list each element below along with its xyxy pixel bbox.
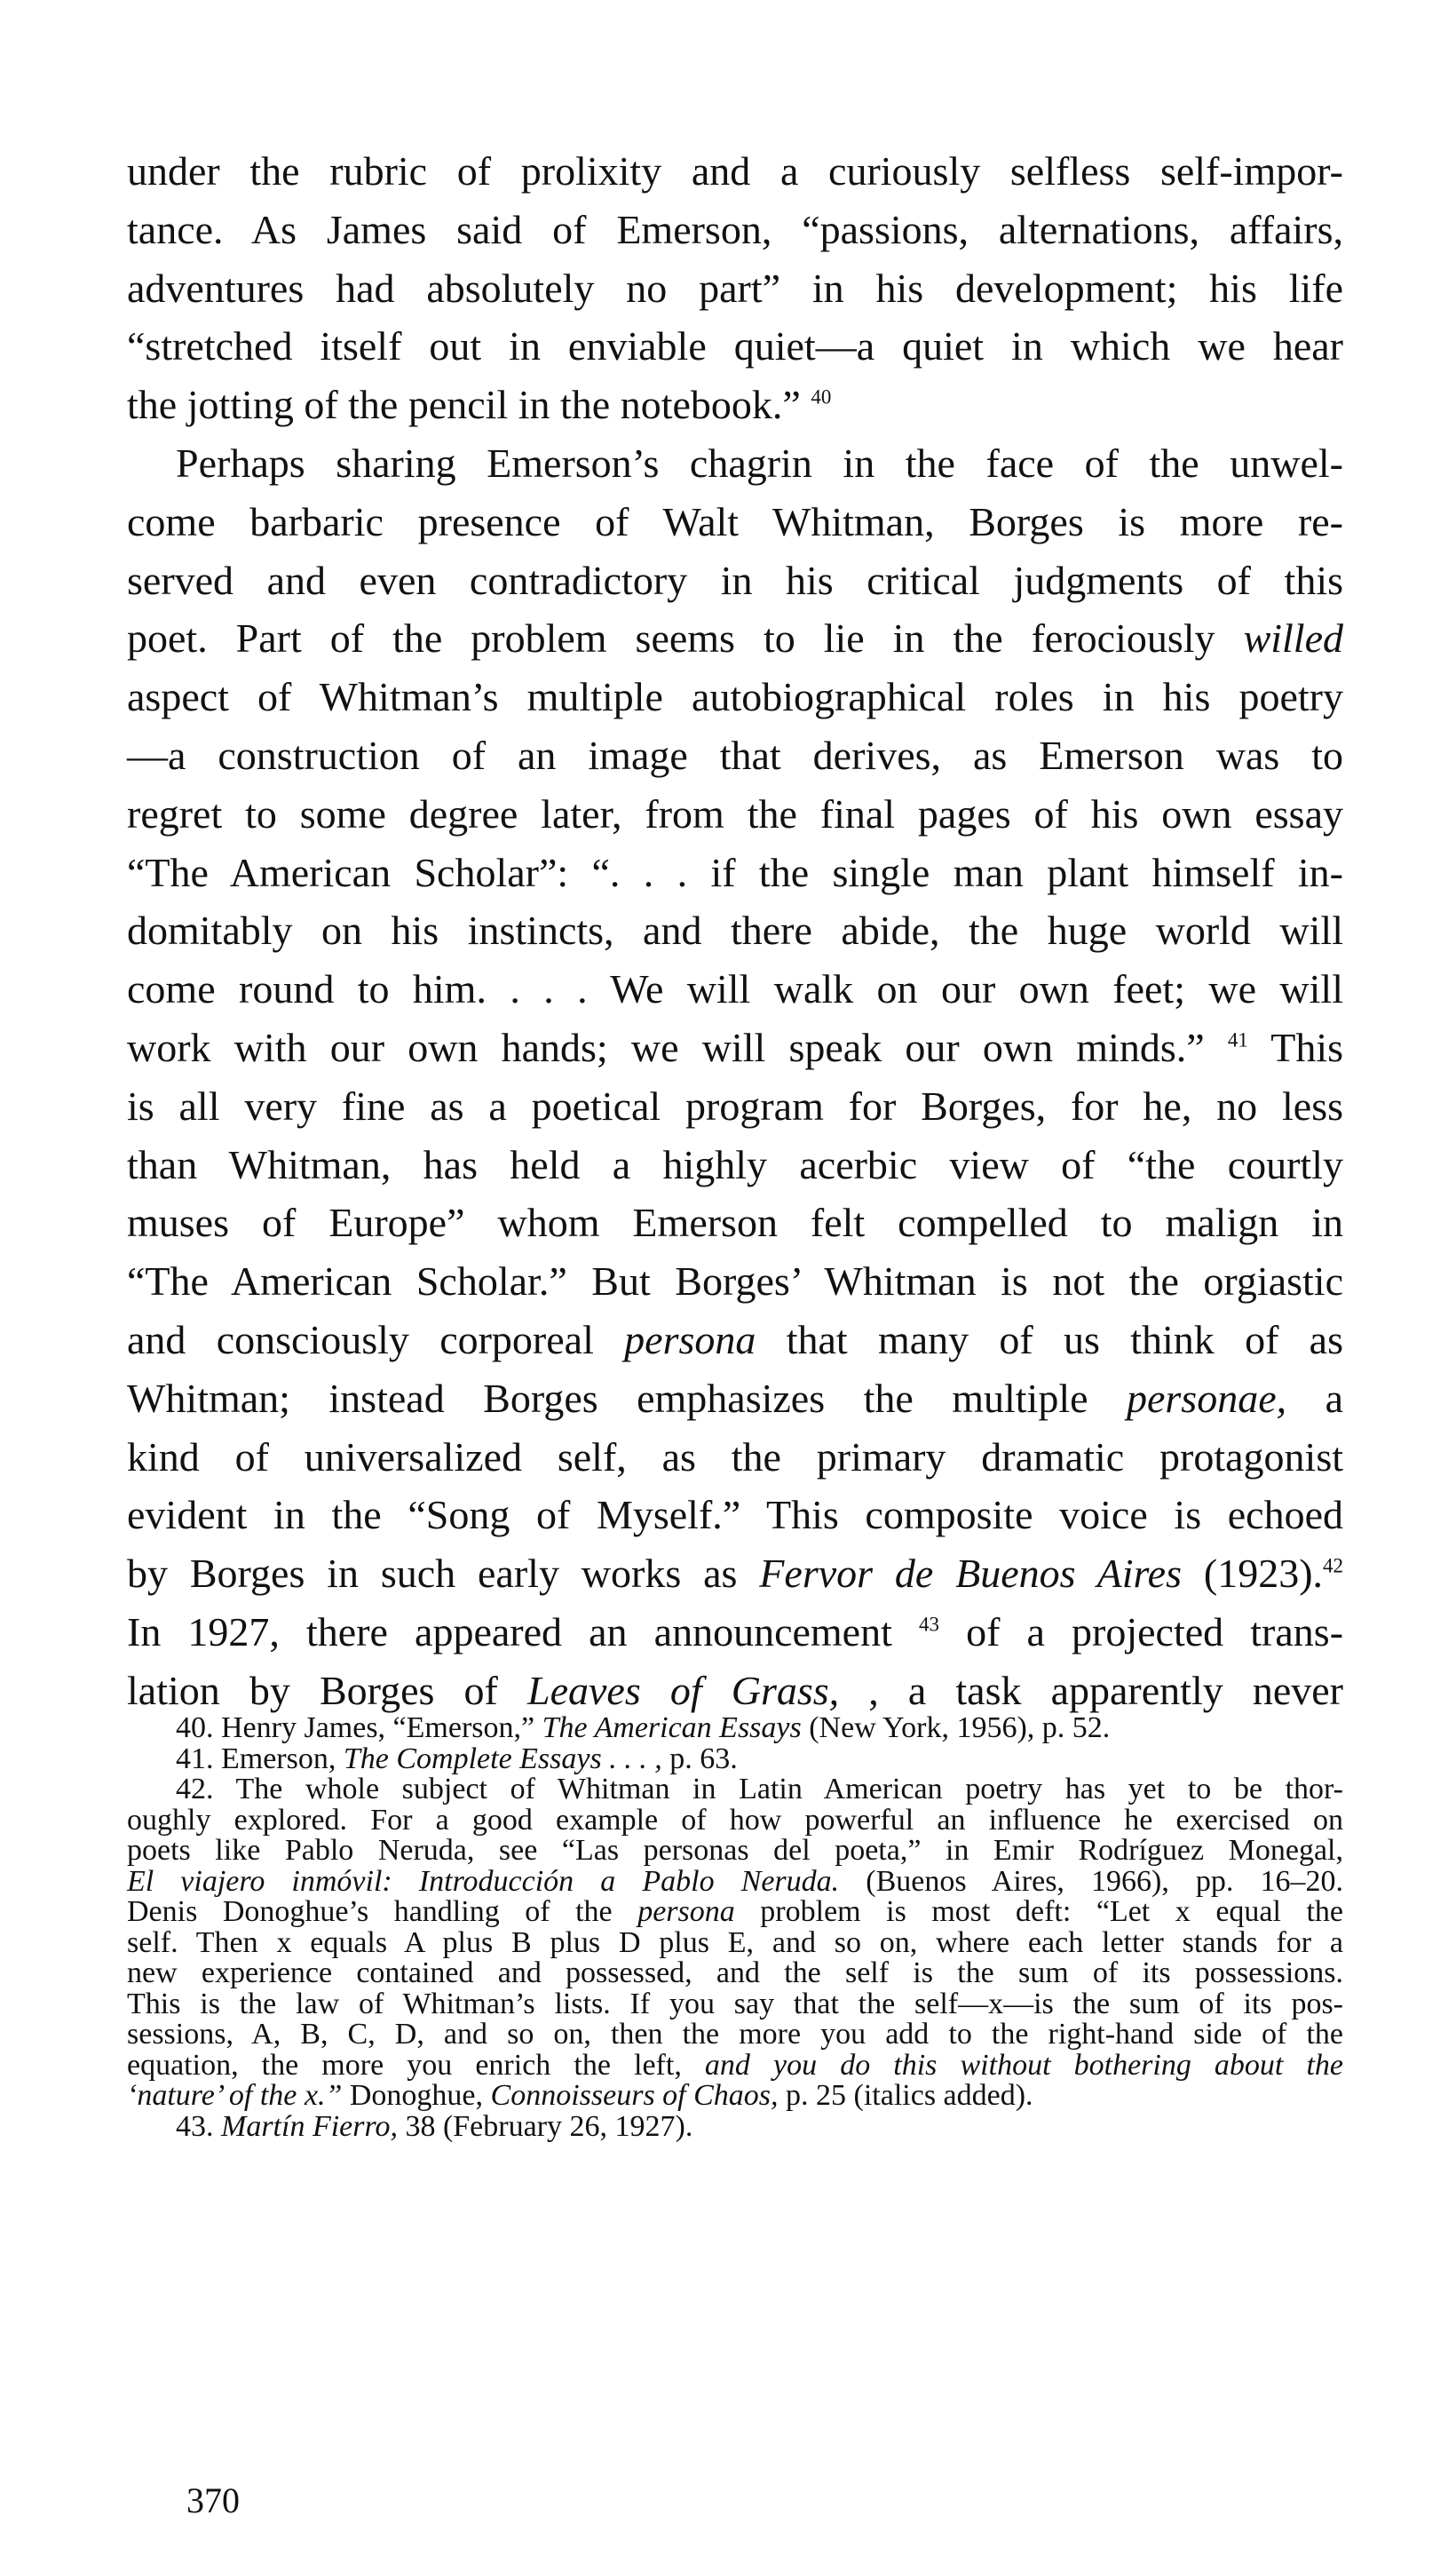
- footnote-43: [127, 2109, 1343, 2143]
- text-fragment: Whitman; instead Borges emphasizes the multiple: [127, 1375, 1088, 1421]
- text-line: [127, 1019, 1343, 1077]
- italic-text: Martín Fierro,: [221, 2109, 398, 2143]
- text-line: is all very fine as a poetical program for Borges, for he, no less: [127, 1083, 1343, 1129]
- italic-text: The Complete Essays . . . ,: [343, 1742, 662, 1775]
- text-fragment: and consciously corporeal: [127, 1316, 594, 1362]
- text-fragment: (1923).: [1203, 1551, 1324, 1597]
- text-line: evident in the “Song of Myself.” This composite voice is echoed: [127, 1492, 1343, 1538]
- text-fragment: lation by Borges of: [127, 1667, 498, 1713]
- italic-text: Leaves of Grass,: [527, 1667, 840, 1713]
- text-fragment: the jotting of the pencil in the notebook.”: [127, 382, 801, 428]
- footnote-text: The whole subject of Whitman in Latin American poetry has yet to be thor-: [235, 1773, 1343, 1805]
- text-line: than Whitman, has held a highly acerbic view of “the courtly: [127, 1141, 1343, 1187]
- footnote-line: [127, 1864, 1343, 1898]
- footnote-41: [127, 1744, 1343, 1775]
- italic-text: ‘nature’ of the x.”: [127, 2079, 343, 2112]
- footnote-text: problem is most deft: “Let x equal the: [760, 1895, 1344, 1928]
- note-ref: 43: [919, 1613, 939, 1636]
- text-line: domitably on his instincts, and there abide, the huge world will: [127, 908, 1343, 954]
- footnote-text: p. 25 (italics added).: [786, 2079, 1033, 2112]
- text-line: come round to him. . . . We will walk on our own feet; we will: [127, 966, 1343, 1012]
- text-fragment: of a projected trans-: [966, 1608, 1344, 1654]
- text-line: [127, 1603, 1343, 1662]
- footnote-text: Emerson,: [221, 1742, 336, 1775]
- italic-text: personae,: [1126, 1375, 1287, 1421]
- footnote-number: 43.: [176, 2109, 214, 2143]
- text-fragment: a: [1325, 1375, 1343, 1421]
- text-line: tance. As James said of Emerson, “passions, alternations, affairs,: [127, 206, 1343, 252]
- footnote-line: sessions, A, B, C, D, and so on, then the more you add to the right-hand side of the: [127, 2018, 1343, 2051]
- text-fragment: by Borges in such early works as: [127, 1551, 738, 1597]
- text-line: —a construction of an image that derives, as Emerson was to: [127, 732, 1343, 778]
- footnote-line: [127, 1897, 1343, 1928]
- note-ref: 41: [1227, 1028, 1248, 1051]
- text-line: Perhaps sharing Emerson’s chagrin in the face of the unwel-: [176, 440, 1343, 486]
- italic-text: Connoisseurs of Chaos,: [490, 2079, 779, 2112]
- footnotes: [127, 1713, 1343, 2142]
- text-line: [127, 376, 1343, 434]
- footnote-42: [127, 1774, 1343, 1805]
- note-ref: 42: [1323, 1554, 1344, 1577]
- footnote-line: oughly explored. For a good example of how powerful an influence he exercised on: [127, 1803, 1343, 1837]
- italic-text: Fervor de Buenos Aires: [759, 1551, 1183, 1597]
- footnote-line: self. Then x equals A plus B plus D plus E, and so on, where each letter stands for a: [127, 1925, 1343, 1959]
- footnote-line: [127, 2048, 1344, 2082]
- text-line: come barbaric presence of Walt Whitman, Borges is more re-: [127, 498, 1343, 544]
- text-fragment: , a task apparently never: [868, 1667, 1343, 1713]
- footnote-number: 41.: [176, 1742, 214, 1775]
- text-line: “The American Scholar”: “. . . if the single man plant himself in-: [127, 849, 1343, 895]
- body-text: [127, 142, 1343, 1720]
- page-number: 370: [186, 2480, 240, 2520]
- italic-text: persona: [624, 1316, 756, 1362]
- italic-text: and you do this without bothering about the: [704, 2048, 1344, 2082]
- text-fragment: poet. Part of the problem seems to lie in the ferociously: [127, 615, 1215, 662]
- footnote-text: Denis Donoghue’s handling of the: [127, 1895, 613, 1928]
- text-fragment: that many of us think of as: [786, 1316, 1344, 1362]
- text-line: [127, 1544, 1343, 1603]
- text-line: aspect of Whitman’s multiple autobiographical roles in his poetry: [127, 674, 1343, 720]
- text-line: regret to some degree later, from the final pages of his own essay: [127, 790, 1343, 837]
- italic-text: The American Essays: [542, 1711, 802, 1744]
- text-fragment: In 1927, there appeared an announcement: [127, 1608, 892, 1654]
- text-line: [127, 609, 1343, 668]
- note-ref: 40: [811, 385, 832, 409]
- footnote-line: This is the law of Whitman’s lists. If you say that the self—x—is the sum of its pos-: [127, 1987, 1343, 2020]
- footnote-text: (Buenos Aires, 1966), pp. 16–20.: [866, 1864, 1343, 1898]
- footnote-line: new experience contained and possessed, and the self is the sum of its possessions.: [127, 1956, 1343, 1989]
- text-line: served and even contradictory in his critical judgments of this: [127, 557, 1343, 603]
- footnote-line: poets like Pablo Neruda, see “Las personas del poeta,” in Emir Rodríguez Monegal,: [127, 1834, 1343, 1867]
- footnote-text: p. 63.: [669, 1742, 738, 1775]
- italic-text: persona: [637, 1895, 735, 1928]
- footnote-number: 40.: [176, 1711, 214, 1744]
- text-line: “stretched itself out in enviable quiet—a quiet in which we hear: [127, 323, 1343, 369]
- text-line: [127, 1369, 1343, 1428]
- italic-text: willed: [1243, 615, 1344, 662]
- text-line: kind of universalized self, as the primary dramatic protagonist: [127, 1433, 1343, 1480]
- footnote-text: Henry James, “Emerson,”: [221, 1711, 535, 1744]
- text-line: “The American Scholar.” But Borges’ Whitman is not the orgiastic: [127, 1258, 1343, 1305]
- text-line: [127, 1311, 1343, 1369]
- text-line: adventures had absolutely no part” in his development; his life: [127, 265, 1343, 311]
- text-fragment: work with our own hands; we will speak our own minds.”: [127, 1024, 1205, 1070]
- footnote-text: equation, the more you enrich the left,: [127, 2048, 682, 2082]
- footnote-text: (New York, 1956), p. 52.: [809, 1711, 1111, 1744]
- italic-text: El viajero inmóvil: Introducción a Pablo Neruda.: [127, 1864, 840, 1898]
- text-line: under the rubric of prolixity and a curiously selfless self-impor-: [127, 148, 1343, 194]
- footnote-text: Donoghue,: [349, 2079, 484, 2112]
- footnote-40: [127, 1713, 1343, 1744]
- footnote-number: 42.: [176, 1773, 214, 1805]
- footnote-line: [127, 2081, 1343, 2112]
- text-line: muses of Europe” whom Emerson felt compelled to malign in: [127, 1200, 1343, 1246]
- footnote-text: 38 (February 26, 1927).: [405, 2109, 693, 2143]
- text-fragment: This: [1270, 1024, 1343, 1070]
